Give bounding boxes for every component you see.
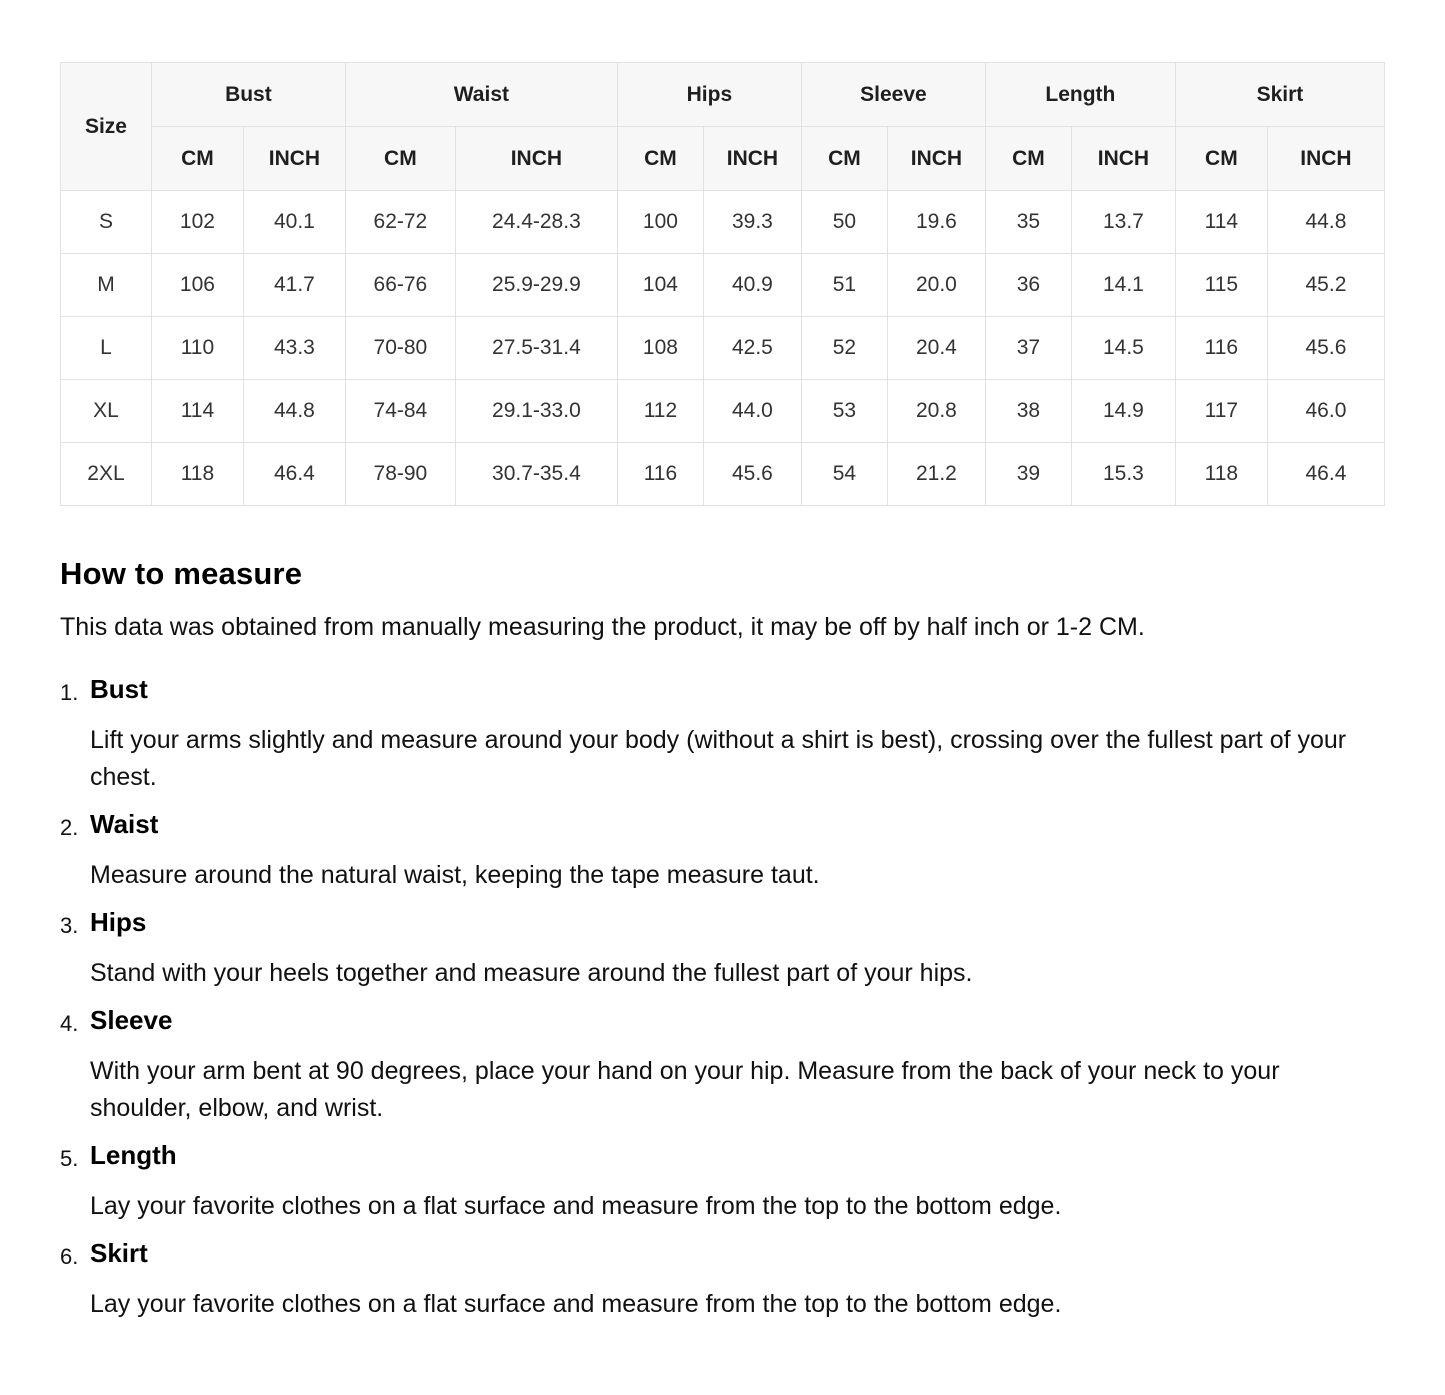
measure-disclaimer: This data was obtained from manually measuring the product, it may be off by half inch or 1-2 CM. xyxy=(60,613,1145,641)
measurement-cell: 13.7 xyxy=(1071,191,1175,254)
measurement-cell: 53 xyxy=(801,380,887,443)
measurement-cell: 44.0 xyxy=(703,380,801,443)
step-heading xyxy=(60,673,1387,710)
size-cell: XL xyxy=(61,380,152,443)
measurement-cell: 40.9 xyxy=(703,254,801,317)
measurement-cell: 25.9-29.9 xyxy=(455,254,617,317)
measurement-cell: 118 xyxy=(1175,443,1267,506)
measurement-cell: 38 xyxy=(985,380,1071,443)
step-label: Waist xyxy=(90,809,159,839)
unit-header-cm: CM xyxy=(801,127,887,191)
group-header-hips: Hips xyxy=(617,63,801,127)
table-row xyxy=(61,191,1385,254)
measurement-cell: 112 xyxy=(617,380,703,443)
measurement-cell: 54 xyxy=(801,443,887,506)
group-header-sleeve: Sleeve xyxy=(801,63,985,127)
step-description: Lift your arms slightly and measure around your body (without a shirt is best), crossing over the fullest part of your chest. xyxy=(90,726,1347,791)
measurement-cell: 46.4 xyxy=(1267,443,1384,506)
step-description: With your arm bent at 90 degrees, place your hand on your hip. Measure from the back of your neck to your shoulder, elbow, and wrist. xyxy=(90,1057,1280,1122)
size-cell: M xyxy=(61,254,152,317)
step-label: Length xyxy=(90,1140,177,1170)
measurement-cell: 21.2 xyxy=(887,443,985,506)
step-label: Hips xyxy=(90,907,147,937)
size-cell: L xyxy=(61,317,152,380)
measurement-cell: 45.6 xyxy=(1267,317,1384,380)
step-description: Stand with your heels together and measure around the fullest part of your hips. xyxy=(90,959,973,987)
measurement-cell: 20.8 xyxy=(887,380,985,443)
measure-step-sleeve xyxy=(60,1004,1387,1127)
header-unit-row xyxy=(61,127,1385,191)
unit-header-inch: INCH xyxy=(703,127,801,191)
unit-header-inch: INCH xyxy=(1071,127,1175,191)
step-heading xyxy=(60,1004,1387,1041)
unit-header-cm: CM xyxy=(617,127,703,191)
measure-step-hips xyxy=(60,906,1387,992)
step-number: 1. xyxy=(60,680,79,705)
unit-header-inch: INCH xyxy=(243,127,345,191)
measurement-cell: 51 xyxy=(801,254,887,317)
step-description: Measure around the natural waist, keeping the tape measure taut. xyxy=(90,861,820,889)
step-heading xyxy=(60,808,1387,845)
step-heading xyxy=(60,1237,1387,1274)
step-heading xyxy=(60,1139,1387,1176)
measure-steps-list xyxy=(60,673,1387,1323)
measure-step-waist xyxy=(60,808,1387,894)
measurement-cell: 114 xyxy=(1175,191,1267,254)
measurement-cell: 20.4 xyxy=(887,317,985,380)
measurement-cell: 14.9 xyxy=(1071,380,1175,443)
measurement-cell: 14.1 xyxy=(1071,254,1175,317)
table-row xyxy=(61,443,1385,506)
measurement-cell: 44.8 xyxy=(1267,191,1384,254)
step-description: Lay your favorite clothes on a flat surface and measure from the top to the bottom edge. xyxy=(90,1192,1062,1220)
step-number: 6. xyxy=(60,1244,79,1269)
size-cell: 2XL xyxy=(61,443,152,506)
measurement-cell: 19.6 xyxy=(887,191,985,254)
measurement-cell: 70-80 xyxy=(345,317,455,380)
measurement-cell: 43.3 xyxy=(243,317,345,380)
measurement-cell: 15.3 xyxy=(1071,443,1175,506)
measurement-cell: 41.7 xyxy=(243,254,345,317)
measurement-cell: 42.5 xyxy=(703,317,801,380)
measurement-cell: 62-72 xyxy=(345,191,455,254)
measurement-cell: 30.7-35.4 xyxy=(455,443,617,506)
measurement-cell: 14.5 xyxy=(1071,317,1175,380)
step-label: Sleeve xyxy=(90,1005,173,1035)
measurement-cell: 116 xyxy=(617,443,703,506)
size-column-header: Size xyxy=(61,63,152,191)
measurement-cell: 100 xyxy=(617,191,703,254)
header-group-row xyxy=(61,63,1385,127)
table-row xyxy=(61,317,1385,380)
size-chart-header xyxy=(61,63,1385,191)
unit-header-cm: CM xyxy=(151,127,243,191)
step-label: Skirt xyxy=(90,1238,148,1268)
unit-header-inch: INCH xyxy=(1267,127,1384,191)
measure-step-skirt xyxy=(60,1237,1387,1323)
group-header-skirt: Skirt xyxy=(1175,63,1384,127)
step-number: 3. xyxy=(60,913,79,938)
measurement-cell: 46.4 xyxy=(243,443,345,506)
measurement-cell: 45.6 xyxy=(703,443,801,506)
group-header-bust: Bust xyxy=(151,63,345,127)
group-header-length: Length xyxy=(985,63,1175,127)
measurement-cell: 78-90 xyxy=(345,443,455,506)
measurement-cell: 110 xyxy=(151,317,243,380)
measurement-cell: 116 xyxy=(1175,317,1267,380)
unit-header-inch: INCH xyxy=(455,127,617,191)
unit-header-cm: CM xyxy=(985,127,1071,191)
measurement-cell: 106 xyxy=(151,254,243,317)
measurement-cell: 74-84 xyxy=(345,380,455,443)
measurement-cell: 66-76 xyxy=(345,254,455,317)
measure-step-bust xyxy=(60,673,1387,796)
unit-header-inch: INCH xyxy=(887,127,985,191)
measurement-cell: 52 xyxy=(801,317,887,380)
table-row xyxy=(61,254,1385,317)
step-label: Bust xyxy=(90,674,148,704)
how-to-measure-heading: How to measure xyxy=(60,556,303,591)
size-cell: S xyxy=(61,191,152,254)
measurement-cell: 50 xyxy=(801,191,887,254)
size-chart-table xyxy=(60,62,1385,506)
step-description: Lay your favorite clothes on a flat surface and measure from the top to the bottom edge. xyxy=(90,1290,1062,1318)
measurement-cell: 29.1-33.0 xyxy=(455,380,617,443)
measurement-cell: 104 xyxy=(617,254,703,317)
unit-header-cm: CM xyxy=(1175,127,1267,191)
measurement-cell: 36 xyxy=(985,254,1071,317)
measurement-cell: 45.2 xyxy=(1267,254,1384,317)
measurement-cell: 102 xyxy=(151,191,243,254)
step-number: 2. xyxy=(60,815,79,840)
step-number: 4. xyxy=(60,1011,79,1036)
measurement-cell: 24.4-28.3 xyxy=(455,191,617,254)
measurement-cell: 115 xyxy=(1175,254,1267,317)
measurement-cell: 39.3 xyxy=(703,191,801,254)
measurement-cell: 40.1 xyxy=(243,191,345,254)
measurement-cell: 114 xyxy=(151,380,243,443)
step-number: 5. xyxy=(60,1146,79,1171)
measurement-cell: 20.0 xyxy=(887,254,985,317)
unit-header-cm: CM xyxy=(345,127,455,191)
group-header-waist: Waist xyxy=(345,63,617,127)
measurement-cell: 44.8 xyxy=(243,380,345,443)
table-row xyxy=(61,380,1385,443)
step-heading xyxy=(60,906,1387,943)
measurement-cell: 108 xyxy=(617,317,703,380)
size-chart-body xyxy=(61,191,1385,506)
measure-step-length xyxy=(60,1139,1387,1225)
measurement-cell: 46.0 xyxy=(1267,380,1384,443)
measurement-cell: 27.5-31.4 xyxy=(455,317,617,380)
measurement-cell: 117 xyxy=(1175,380,1267,443)
measurement-cell: 39 xyxy=(985,443,1071,506)
measurement-cell: 35 xyxy=(985,191,1071,254)
measurement-cell: 118 xyxy=(151,443,243,506)
measurement-cell: 37 xyxy=(985,317,1071,380)
